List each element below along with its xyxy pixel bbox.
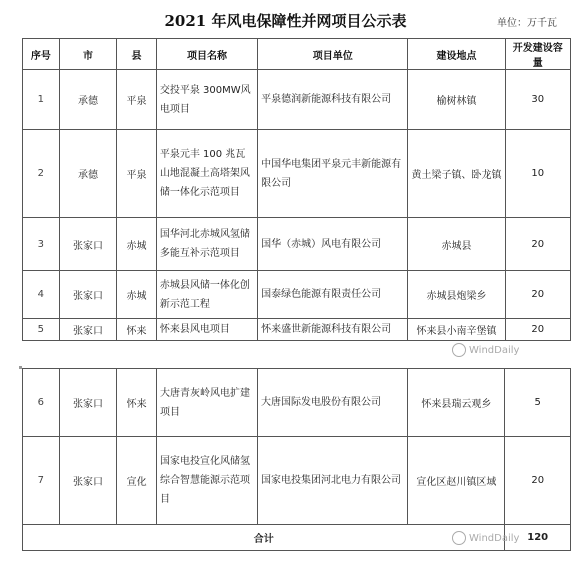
cell-county: 赤城: [117, 218, 157, 271]
cell-seq: 1: [23, 70, 60, 130]
cell-site: 赤城县炮梁乡: [408, 271, 505, 319]
table-row: [23, 437, 571, 525]
watermark-bottom: [452, 531, 519, 545]
cell-county: 怀来: [117, 319, 157, 341]
total-label: 合计: [23, 525, 505, 551]
cell-capacity: 30: [505, 70, 570, 130]
cell-project-org: 大唐国际发电股份有限公司: [257, 369, 407, 437]
header-project-org: 项目单位: [258, 39, 408, 70]
cell-seq: 4: [23, 271, 60, 319]
header-capacity: 开发建设容量: [505, 39, 570, 70]
watermark-text: WindDaily: [469, 533, 520, 544]
cell-city: 张家口: [59, 218, 116, 271]
cell-project-name: 怀来县风电项目: [156, 319, 257, 341]
header-seq: 序号: [23, 39, 60, 70]
cell-seq: 6: [23, 369, 60, 437]
cell-project-name: 平泉元丰 100 兆瓦山地混凝土高塔架风储一体化示范项目: [156, 130, 257, 218]
cell-site: 怀来县小南辛堡镇: [408, 319, 505, 341]
cell-capacity: 5: [505, 369, 571, 437]
watermark-text: WindDaily: [469, 345, 520, 356]
table-header-row: [23, 39, 571, 70]
table-row: [23, 218, 571, 271]
cell-site: 榆树林镇: [408, 70, 505, 130]
wechat-icon: [452, 531, 466, 545]
cell-county: 宣化: [117, 437, 157, 525]
cell-city: 承德: [59, 130, 116, 218]
cell-county: 怀来: [117, 369, 157, 437]
cell-seq: 5: [23, 319, 60, 341]
cell-project-org: 国家电投集团河北电力有限公司: [257, 437, 407, 525]
watermark-top: [452, 343, 519, 357]
cell-project-org: 国泰绿色能源有限责任公司: [258, 271, 408, 319]
cell-seq: 7: [23, 437, 60, 525]
cell-city: 张家口: [59, 369, 117, 437]
page-title: 2021 年风电保障性并网项目公示表: [164, 12, 407, 30]
cell-capacity: 20: [505, 218, 570, 271]
project-table-continued: [22, 368, 571, 551]
table-row: [23, 369, 571, 437]
cell-seq: 3: [23, 218, 60, 271]
cell-site: 宣化区赵川镇区域: [408, 437, 505, 525]
cell-capacity: 10: [505, 130, 570, 218]
cell-capacity: 20: [505, 319, 570, 341]
header-county: 县: [117, 39, 157, 70]
table-row: [23, 70, 571, 130]
cell-project-name: 国家电投宣化风储氢综合智慧能源示范项目: [156, 437, 257, 525]
cell-site: 赤城县: [408, 218, 505, 271]
cell-project-org: 怀来盛世新能源科技有限公司: [258, 319, 408, 341]
cell-project-name: 国华河北赤城风氢储多能互补示范项目: [156, 218, 257, 271]
cell-project-name: 赤城县风储一体化创新示范工程: [156, 271, 257, 319]
cell-city: 张家口: [59, 319, 116, 341]
cell-city: 承德: [59, 70, 116, 130]
cell-capacity: 20: [505, 437, 571, 525]
cell-seq: 2: [23, 130, 60, 218]
cell-project-org: 平泉德润新能源科技有限公司: [258, 70, 408, 130]
cell-city: 张家口: [59, 437, 117, 525]
unit-label: 单位：万千瓦: [497, 18, 557, 29]
cell-capacity: 20: [505, 271, 570, 319]
cell-project-org: 国华（赤城）风电有限公司: [258, 218, 408, 271]
project-table: [22, 38, 571, 341]
cell-city: 张家口: [59, 271, 116, 319]
cell-county: 平泉: [117, 130, 157, 218]
table-row: [23, 319, 571, 341]
cell-project-name: 交投平泉 300MW风电项目: [156, 70, 257, 130]
cell-county: 赤城: [117, 271, 157, 319]
cell-county: 平泉: [117, 70, 157, 130]
cell-project-name: 大唐青灰岭风电扩建项目: [156, 369, 257, 437]
total-value: 120: [505, 525, 571, 551]
table-row: [23, 271, 571, 319]
wechat-icon: [452, 343, 466, 357]
table-row: [23, 130, 571, 218]
header-site: 建设地点: [408, 39, 505, 70]
cell-site: 黄土梁子镇、卧龙镇: [408, 130, 505, 218]
header-project-name: 项目名称: [156, 39, 257, 70]
cell-site: 怀来县瑞云观乡: [408, 369, 505, 437]
cell-project-org: 中国华电集团平泉元丰新能源有限公司: [258, 130, 408, 218]
header-city: 市: [59, 39, 116, 70]
